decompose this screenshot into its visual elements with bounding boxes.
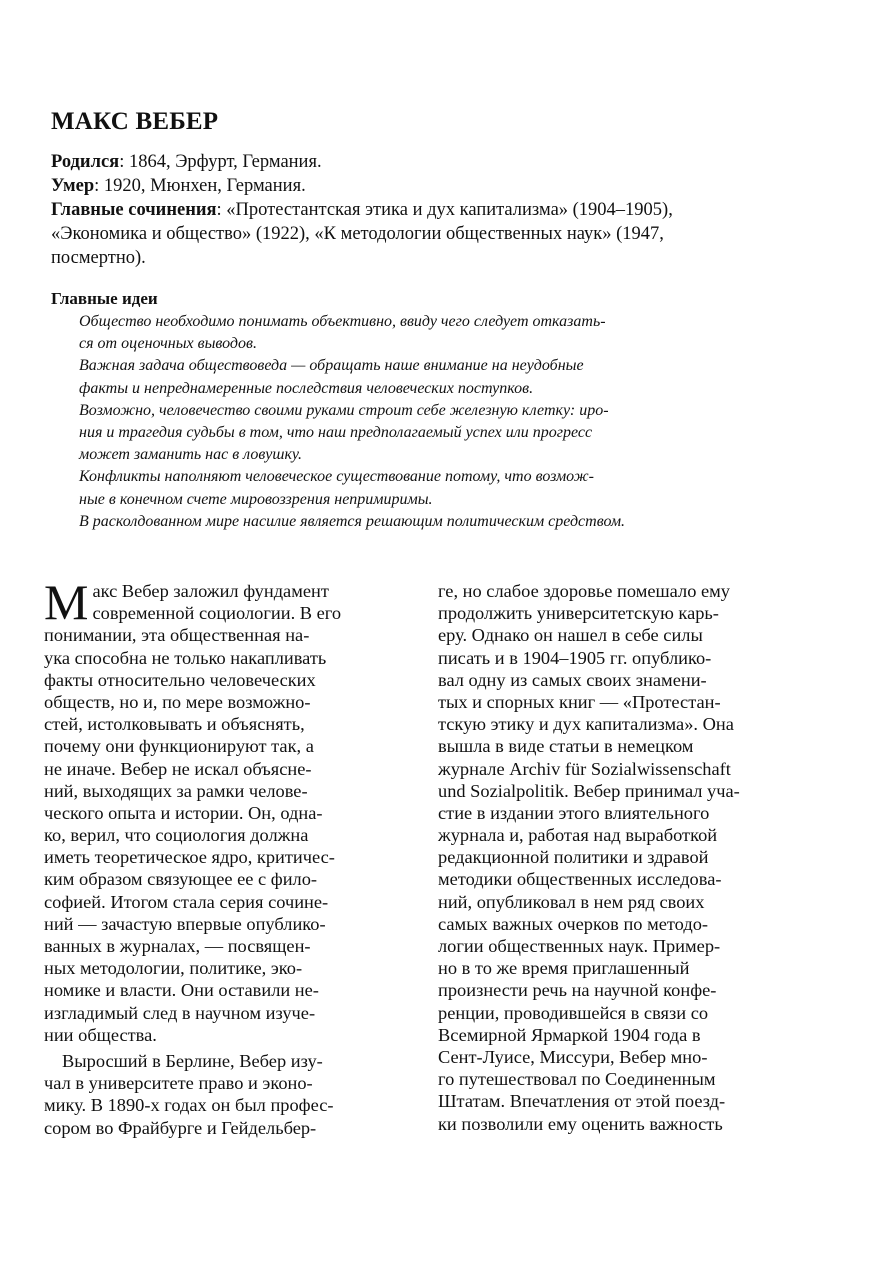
body-line: журнале Archiv für Sozialwissenschaft	[438, 758, 731, 779]
body-line: ний — зачастую впервые опублико-	[44, 913, 326, 934]
body-line: стей, истолковывать и объяснять,	[44, 714, 305, 735]
born-label: Родился	[51, 152, 120, 172]
body-column-right	[438, 580, 800, 1135]
body-line: тскую этику и дух капитализма». Она	[438, 714, 734, 735]
body-line: обществ, но и, по мере возможно-	[44, 691, 311, 712]
works-line: «Экономика и общество» (1922), «К методологии общественных наук» (1947,	[51, 224, 664, 244]
drop-cap: М	[44, 574, 89, 630]
body-line: писать и в 1904–1905 гг. опублико-	[438, 647, 712, 668]
body-line: сором во Фрайбурге и Гейдельбер-	[44, 1117, 317, 1138]
idea-line: Важная задача обществоведа — обращать наше внимание на неудобные	[79, 357, 584, 375]
idea-line: В расколдованном мире насилие является решающим политическим средством.	[79, 512, 626, 530]
body-line: вышла в виде статьи в немецком	[438, 736, 694, 757]
body-column-left	[44, 574, 406, 1139]
body-line: стие в издании этого влиятельного	[438, 802, 710, 823]
body-line: го путешествовал по Соединенным	[438, 1069, 716, 1090]
body-line: современной социологии. В его	[92, 603, 342, 624]
body-line: тых и спорных книг — «Протестан-	[438, 691, 721, 712]
body-line: методики общественных исследова-	[438, 869, 722, 890]
body-line: иметь теоретическое ядро, критичес-	[44, 847, 335, 868]
body-line: ческого опыта и истории. Он, одна-	[44, 802, 323, 823]
body-line: нии общества.	[44, 1024, 157, 1045]
works-value: : «Протестантская этика и дух капитализма» (1904–1905),	[216, 200, 673, 220]
works-label: Главные сочинения	[51, 200, 217, 220]
body-line: ки позволили ему оценить важность	[438, 1113, 723, 1134]
body-line: ных методологии, политике, эко-	[44, 958, 303, 979]
body-line: мику. В 1890-х годах он был профес-	[44, 1095, 334, 1116]
body-line: ука способна не только накапливать	[44, 647, 327, 668]
body-line: факты относительно человеческих	[44, 669, 316, 690]
body-line: редакционной политики и здравой	[438, 847, 709, 868]
body-line: но в то же время приглашенный	[438, 958, 690, 979]
body-line: еру. Однако он нашел в себе силы	[438, 625, 703, 646]
body-line: понимании, эта общественная на-	[44, 625, 310, 646]
bio-block	[51, 150, 811, 270]
idea-line: Общество необходимо понимать объективно, ввиду чего следует отказать-	[79, 313, 606, 330]
body-line: ний, выходящих за рамки челове-	[44, 780, 308, 801]
born-value: : 1864, Эрфурт, Германия.	[119, 152, 322, 172]
body-line: акс Вебер заложил фундамент	[92, 581, 329, 601]
body-line: не иначе. Вебер не искал объясне-	[44, 758, 312, 779]
body-line: ний, опубликовал в нем ряд своих	[438, 891, 705, 912]
works-line: посмертно).	[51, 248, 146, 268]
idea-line: факты и непреднамеренные последствия человеческих поступков.	[79, 379, 534, 397]
body-line: ванных в журналах, — посвящен-	[44, 936, 311, 956]
body-line: почему они функционируют так, а	[44, 736, 314, 757]
body-line: вал одну из самых своих знамени-	[438, 669, 707, 690]
body-line: журнала и, работая над выработкой	[438, 825, 718, 846]
body-line: Всемирной Ярмаркой 1904 года в	[438, 1024, 701, 1045]
ideas-list	[79, 311, 804, 533]
body-line: und Sozialpolitik. Вебер принимал уча-	[438, 780, 740, 801]
body-line: произнести речь на научной конфе-	[438, 980, 717, 1001]
born-line	[51, 150, 811, 174]
idea-line: ные в конечном счете мировоззрения непримиримы.	[79, 490, 433, 508]
body-line: самых важных очерков по методо-	[438, 913, 709, 934]
body-line: Выросший в Берлине, Вебер изу-	[62, 1050, 323, 1071]
died-label: Умер	[51, 176, 95, 196]
body-line: ко, верил, что социология должна	[44, 825, 309, 846]
died-value: : 1920, Мюнхен, Германия.	[94, 176, 306, 196]
body-line: продолжить университетскую карь-	[438, 603, 719, 624]
body-line: ренции, проводившейся в связи со	[438, 1002, 709, 1023]
body-line: ге, но слабое здоровье помешало ему	[438, 581, 730, 601]
body-line: Сент-Луисе, Миссури, Вебер мно-	[438, 1046, 708, 1067]
body-line: изгладимый след в научном изуче-	[44, 1002, 316, 1023]
body-line: Штатам. Впечатления от этой поезд-	[438, 1091, 726, 1112]
body-line: чал в университете право и эконо-	[44, 1073, 313, 1094]
body-line: логии общественных наук. Пример-	[438, 936, 721, 956]
idea-line: ся от оценочных выводов.	[79, 335, 257, 353]
body-line: софией. Итогом стала серия сочине-	[44, 891, 329, 912]
idea-line: может заманить нас в ловушку.	[79, 446, 303, 464]
body-line: номике и власти. Они оставили не-	[44, 980, 319, 1001]
idea-line: Возможно, человечество своими руками строит себе железную клетку: иро-	[79, 401, 609, 419]
works-line	[51, 198, 811, 222]
body-line: ким образом связующее ее с фило-	[44, 869, 318, 890]
idea-line: ния и трагедия судьбы в том, что наш предполагаемый успех или прогресс	[79, 424, 593, 442]
ideas-heading: Главные идеи	[51, 289, 158, 308]
died-line	[51, 174, 811, 198]
page-title: МАКС ВЕБЕР	[51, 108, 219, 135]
idea-line: Конфликты наполняют человеческое существование потому, что возмож-	[79, 468, 594, 486]
